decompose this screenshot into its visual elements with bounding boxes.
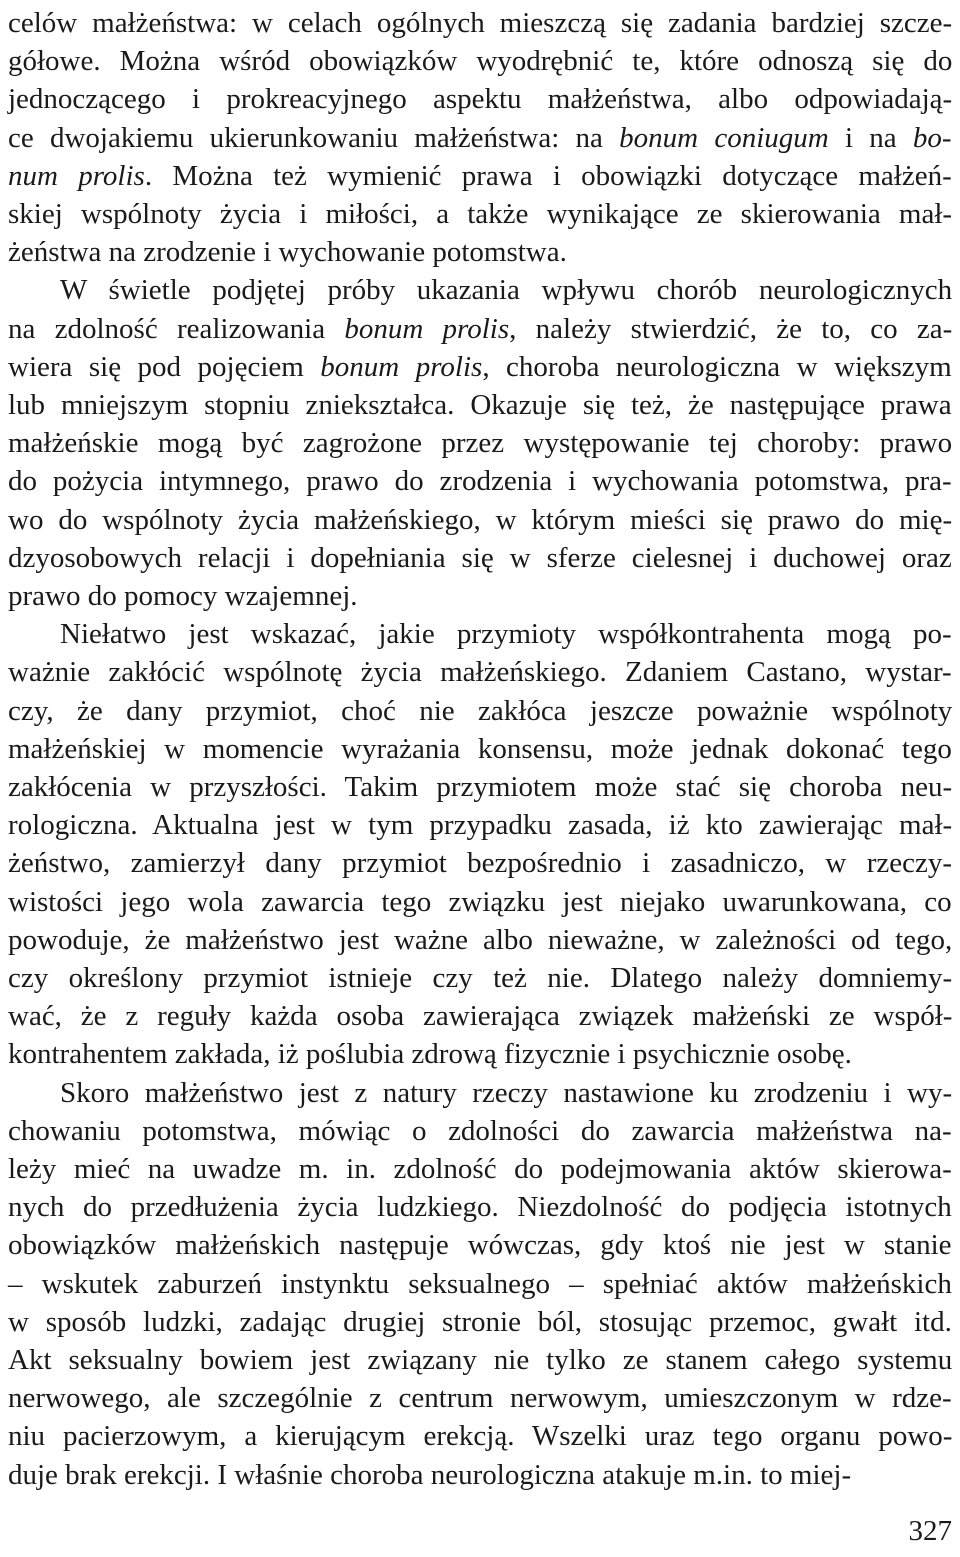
text-line: wać, że z reguły każda osoba zawierająca związek małżeński ze współ- <box>8 1000 953 1033</box>
text-line: czy, że dany przymiot, choć nie zakłóca jeszcze poważnie wspólnoty <box>8 694 953 727</box>
text-line: skiej wspólnoty życia i miłości, a także wynikające ze skierowania mał- <box>8 198 953 230</box>
text-line: duje brak erekcji. I właśnie choroba neurologiczna atakuje m.in. to miej- <box>8 1458 852 1491</box>
text-line: wistości jego wola zawarcia tego związku jest niejako uwarunkowana, co <box>8 885 952 918</box>
text-line: ważnie zakłócić wspólnotę życia małżeńskiego. Zdaniem Castano, wystar- <box>8 656 952 689</box>
text-line: wiera się pod pojęciem bonum prolis, choroba neurologiczna w większym <box>8 350 952 383</box>
text-line: nerwowego, ale szczególnie z centrum nerwowym, umieszczonym w rdze- <box>8 1382 952 1415</box>
text-line: zakłócenia w przyszłości. Takim przymiotem może stać się choroba neu- <box>8 771 953 803</box>
text-line: gółowe. Można wśród obowiązków wyodrębnić te, które odnoszą się do <box>8 45 953 78</box>
page-number: 327 <box>908 1515 952 1547</box>
text-line: rologiczna. Aktualna jest w tym przypadku zasada, iż kto zawierając mał- <box>8 809 953 842</box>
text-line: Skoro małżeństwo jest z natury rzeczy nastawione ku zrodzeniu i wy- <box>60 1076 953 1109</box>
text-line: kontrahentem zakłada, iż poślubia zdrową fizycznie i psychicznie osobę. <box>8 1038 852 1071</box>
text-line: W świetle podjętej próby ukazania wpływu chorób neurologicznych <box>60 274 953 307</box>
text-line: Niełatwo jest wskazać, jakie przymioty współkontrahenta mogą po- <box>60 618 952 651</box>
text-line: niu pacierzowym, a kierującym erekcją. Wszelki uraz tego organu powo- <box>8 1420 953 1453</box>
text-line: powoduje, że małżeństwo jest ważne albo nieważne, w zależności od tego, <box>8 923 953 956</box>
text-line: leży mieć na uwadze m. in. zdolność do podejmowania aktów skierowa- <box>8 1153 952 1185</box>
text-line: małżeńskie mogą być zagrożone przez występowanie tej choroby: prawo <box>8 427 953 460</box>
text-line: żeństwa na zrodzenie i wychowanie potomstwa. <box>8 236 567 269</box>
text-line: obowiązków małżeńskich następuje wówczas, gdy ktoś nie jest w stanie <box>8 1229 952 1262</box>
text-line: celów małżeństwa: w celach ogólnych mieszczą się zadania bardziej szcze- <box>8 7 953 39</box>
text-line: wo do wspólnoty życia małżeńskiego, w którym mieści się prawo do mię- <box>8 503 953 536</box>
text-line: Akt seksualny bowiem jest związany nie tylko ze stanem całego systemu <box>8 1344 953 1376</box>
text-line: ce dwojakiemu ukierunkowaniu małżeństwa: na bonum coniugum i na bo- <box>8 121 952 154</box>
text-line: – wskutek zaburzeń instynktu seksualnego – spełniać aktów małżeńskich <box>8 1267 952 1300</box>
text-line: num prolis. Można też wymienić prawa i obowiązki dotyczące małżeń- <box>8 159 952 192</box>
text-line: małżeńskiej w momencie wyrażania konsensu, może jednak dokonać tego <box>8 732 952 765</box>
text-line: chowaniu potomstwa, mówiąc o zdolności do zawarcia małżeństwa na- <box>8 1114 952 1147</box>
text-line: na zdolność realizowania bonum prolis, należy stwierdzić, że to, co za- <box>8 312 953 345</box>
text-line: żeństwo, zamierzył dany przymiot bezpośrednio i zasadniczo, w rzeczy- <box>8 847 953 880</box>
text-line: nych do przedłużenia życia ludzkiego. Niezdolność do podjęcia istotnych <box>8 1191 952 1224</box>
text-line: jednoczącego i prokreacyjnego aspektu małżeństwa, albo odpowiadają- <box>8 83 953 116</box>
text-line: prawo do pomocy wzajemnej. <box>8 580 358 612</box>
text-line: czy określony przymiot istnieje czy też nie. Dlatego należy domniemy- <box>8 962 953 994</box>
text-line: lub mniejszym stopniu zniekształca. Okazuje się też, że następujące prawa <box>8 389 952 421</box>
text-line: w sposób ludzki, zadając drugiej stronie ból, stosując przemoc, gwałt itd. <box>8 1305 952 1338</box>
text-line: do pożycia intymnego, prawo do zrodzenia i wychowania potomstwa, pra- <box>8 465 952 498</box>
text-line: dzyosobowych relacji i dopełniania się w sferze cielesnej i duchowej oraz <box>8 541 952 574</box>
